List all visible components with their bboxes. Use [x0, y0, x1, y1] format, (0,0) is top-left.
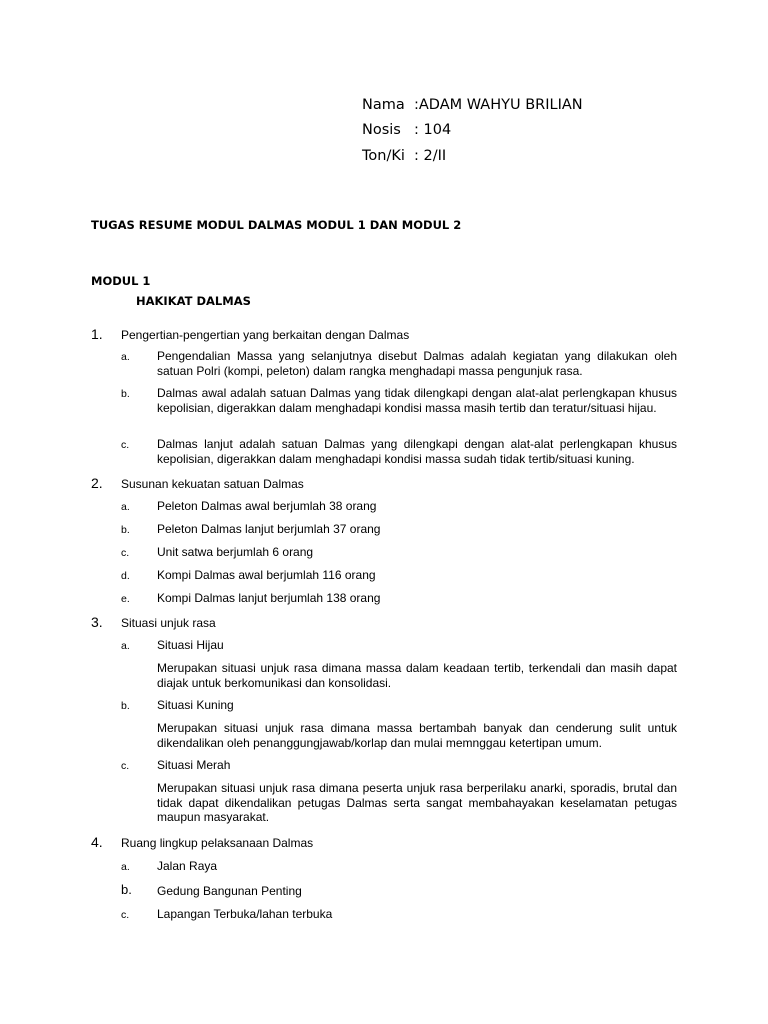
tonki-value: : 2/II	[414, 148, 447, 164]
item-letter: b.	[121, 882, 132, 897]
item-text: Jalan Raya	[157, 859, 218, 873]
item-text: Situasi Merah	[157, 758, 231, 772]
section-number: 4.	[91, 834, 103, 850]
item-description: Merupakan situasi unjuk rasa dimana peserta unjuk rasa berperilaku anarki, sporadis, brutal dan tidak dapat dikendalikan petugas Dalmas serta sangat membahayakan keselamatan petugas maupun masyarakat.	[157, 781, 677, 824]
item-text: Peleton Dalmas awal berjumlah 38 orang	[157, 499, 377, 513]
item-text: Dalmas lanjut adalah satuan Dalmas yang dilengkapi dengan alat-alat perlengkapan khusus kepolisian, digerakkan dalam menghadapi kondisi massa sudah tidak tertib/situasi kuning.	[157, 437, 677, 466]
item-text: Pengendalian Massa yang selanjutnya disebut Dalmas adalah kegiatan yang dilakukan oleh satuan Polri (kompi, peleton) dalam rangka menghadapi massa pengunjuk rasa.	[157, 349, 677, 378]
item-text: Situasi Hijau	[157, 638, 224, 652]
sub-heading: HAKIKAT DALMAS	[136, 294, 251, 308]
item-letter: b.	[121, 700, 130, 712]
item-text: Kompi Dalmas lanjut berjumlah 138 orang	[157, 591, 381, 605]
item-letter: c.	[121, 547, 130, 559]
header-tonki-row	[362, 146, 446, 166]
item-text: Situasi Kuning	[157, 698, 234, 712]
document-title: TUGAS RESUME MODUL DALMAS MODUL 1 DAN MODUL 2	[91, 218, 462, 232]
item-description: Merupakan situasi unjuk rasa dimana massa dalam keadaan tertib, terkendali dan masih dapat diajak untuk berkomunikasi dan konsolidasi.	[157, 661, 677, 690]
item-letter: a.	[121, 351, 130, 363]
item-letter: d.	[121, 570, 130, 582]
item-text: Gedung Bangunan Penting	[157, 884, 302, 898]
item-text: Unit satwa berjumlah 6 orang	[157, 545, 314, 559]
item-text: Kompi Dalmas awal berjumlah 116 orang	[157, 568, 376, 582]
item-description: Merupakan situasi unjuk rasa dimana massa bertambah banyak dan cenderung sulit untuk dikendalikan oleh penanggungjawab/korlap dan mulai memnggau ketertipan umum.	[157, 721, 677, 750]
header-name-row	[362, 95, 583, 115]
item-letter: c.	[121, 760, 130, 772]
section-number: 2.	[91, 475, 103, 491]
item-letter: e.	[121, 593, 130, 605]
nosis-label: Nosis	[362, 122, 401, 138]
item-text: Peleton Dalmas lanjut berjumlah 37 orang	[157, 522, 381, 536]
item-letter: c.	[121, 909, 130, 921]
section-title: Susunan kekuatan satuan Dalmas	[121, 477, 304, 491]
item-text: Dalmas awal adalah satuan Dalmas yang tidak dilengkapi dengan alat-alat perlengkapan khusus kepolisian, digerakkan dalam menghadapi kondisi massa masih tertib dan teratur/situasi hijau.	[157, 386, 677, 415]
item-letter: a.	[121, 861, 130, 873]
section-title: Pengertian-pengertian yang berkaitan dengan Dalmas	[121, 328, 410, 342]
section-title: Situasi unjuk rasa	[121, 616, 216, 630]
section-title: Ruang lingkup pelaksanaan Dalmas	[121, 836, 314, 850]
item-letter: a.	[121, 501, 130, 513]
modul-heading: MODUL 1	[91, 274, 151, 288]
name-label: Nama	[362, 97, 405, 113]
item-text: Lapangan Terbuka/lahan terbuka	[157, 907, 333, 921]
item-letter: a.	[121, 640, 130, 652]
section-number: 1.	[91, 326, 103, 342]
item-letter: b.	[121, 524, 130, 536]
section-number: 3.	[91, 614, 103, 630]
tonki-label: Ton/Ki	[362, 148, 405, 164]
item-letter: b.	[121, 388, 130, 400]
header-nosis-row	[362, 120, 451, 140]
nosis-value: : 104	[414, 122, 452, 138]
item-letter: c.	[121, 439, 130, 451]
name-value: :ADAM WAHYU BRILIAN	[414, 97, 583, 113]
